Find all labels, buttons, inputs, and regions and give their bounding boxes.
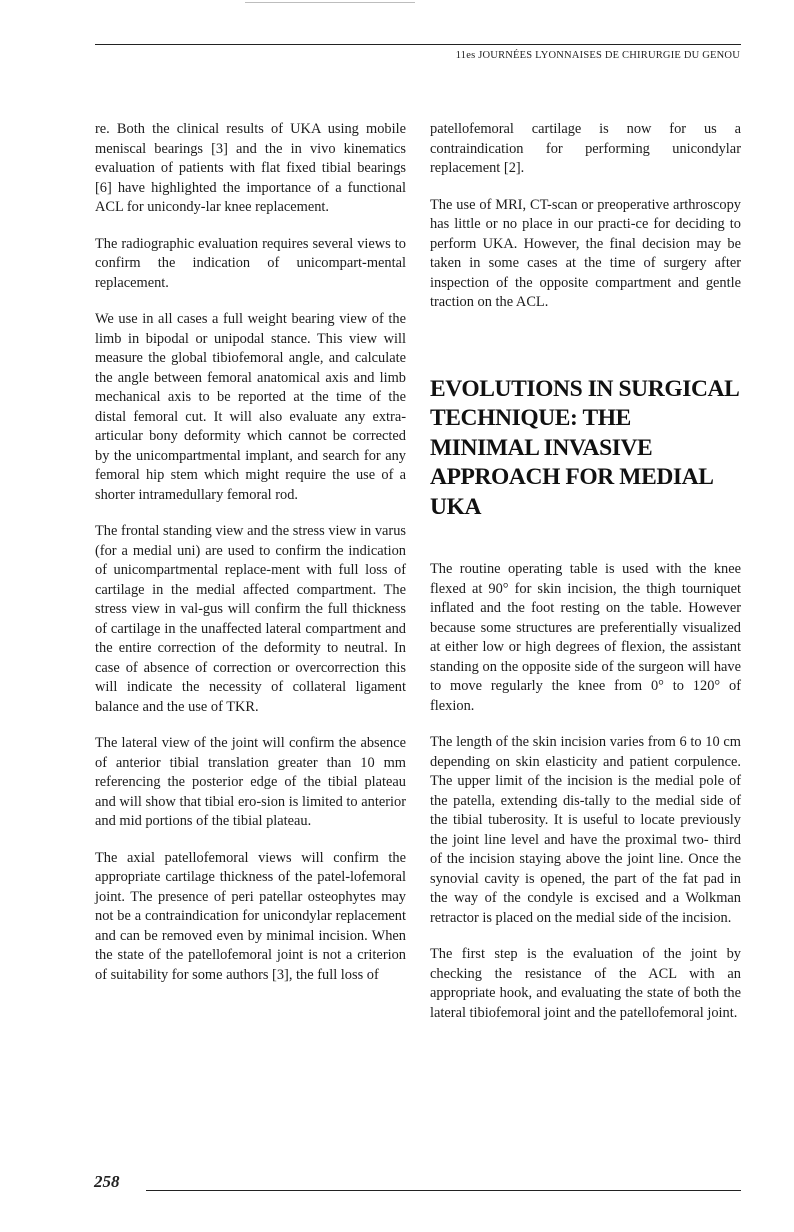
paragraph: We use in all cases a full weight bearing view of the limb in bipodal or unipodal stance. This view will measure the global tibiofemoral angle, and calculate the angle between femoral anatomical axis and limb mechanical axis to be reported at the time of the distal femoral cut. It will also evaluate any extra-articular bony deformity which cannot be corrected by the unicompartmental implant, and search for any femoral hip stem which might require the use of a shorter intramedullary femoral rod. — [95, 311, 406, 503]
top-faint-rule — [245, 2, 415, 3]
paragraph: The length of the skin incision varies from 6 to 10 cm depending on skin elasticity and patient corpulence. The upper limit of the incision is the medial pole of the patella, extending dis-tally to the medial side of the tibial tuberosity. It is useful to locate previously the joint line level and have the proximal two- third of the incision staying above the joint line. Once the synovial cavity is opened, the part of the fat pad in the way of the condyle is excised and a Wolkman retractor is placed on the medial side of the incision. — [430, 734, 741, 926]
paragraph: The lateral view of the joint will confirm the absence of anterior tibial translation greater than 10 mm referencing the posterior edge of the tibial plateau and will show that tibial ero-sion is limited to anterior and mid portions of the tibial plateau. — [95, 735, 406, 829]
paragraph: patellofemoral cartilage is now for us a contraindication for performing unicondylar replacement [2]. — [430, 121, 741, 176]
paragraph: The use of MRI, CT-scan or preoperative arthroscopy has little or no place in our practi-ce for deciding to perform UKA. However, the final decision may be taken in some cases at the time of surgery after inspection of the opposite compartment and gentle traction on the ACL. — [430, 196, 741, 310]
section-heading: EVOLUTIONS IN SURGICAL TECHNIQUE: THE MINIMAL INVASIVE APPROACH FOR MEDIAL UKA — [430, 375, 739, 520]
paragraph: The radiographic evaluation requires several views to confirm the indication of unicompart-mental replacement. — [95, 235, 406, 291]
paragraph: The first step is the evaluation of the joint by checking the resistance of the ACL with an appropriate hook, and evaluating the state of both the lateral tibiofemoral joint and the patellofemoral joint. — [430, 946, 741, 1021]
paragraph: re. Both the clinical results of UKA using mobile meniscal bearings [3] and the in vivo kinematics evaluation of patients with flat fixed tibial bearings [6] have highlighted the importance of a functional ACL for unicondy-lar knee replacement. — [95, 121, 406, 215]
left-column — [95, 120, 406, 985]
paragraph: The routine operating table is used with the knee flexed at 90° for skin incision, the thigh tourniquet inflated and the foot resting on the table. However because some structures are preferentially visualized at either low or high degrees of flexion, the assistant standing on the opposite side of the surgeon will have to move regularly the knee from 0° to 120° of flexion. — [430, 561, 741, 714]
paragraph: The axial patellofemoral views will confirm the appropriate cartilage thickness of the patel-lofemoral joint. The presence of peri patellar osteophytes may not be a contraindication for unicondylar replacement and can be removed even by minimal incision. When the state of the patellofemoral joint is not a criterion of suitability for some authors [3], the full loss of — [95, 849, 406, 983]
section-heading-block — [430, 375, 741, 523]
footer-rule — [146, 1190, 741, 1191]
right-column — [430, 120, 741, 1023]
running-head: 11es JOURNÉES LYONNAISES DE CHIRURGIE DU GENOU — [455, 50, 740, 61]
page-number: 258 — [94, 1172, 120, 1191]
header-rule — [95, 44, 741, 45]
paragraph: The frontal standing view and the stress view in varus (for a medial uni) are used to confirm the indication of unicompartmental replace-ment with full loss of cartilage in the medial affected compartment. The stress view in val-gus will confirm the full thickness of cartilage in the unaffected lateral compartment and the entire correction of the deformity to neutral. In case of absence of correction or overcorrection this will indicate the necessity of collateral ligament balance and the use of TKR. — [95, 523, 406, 715]
